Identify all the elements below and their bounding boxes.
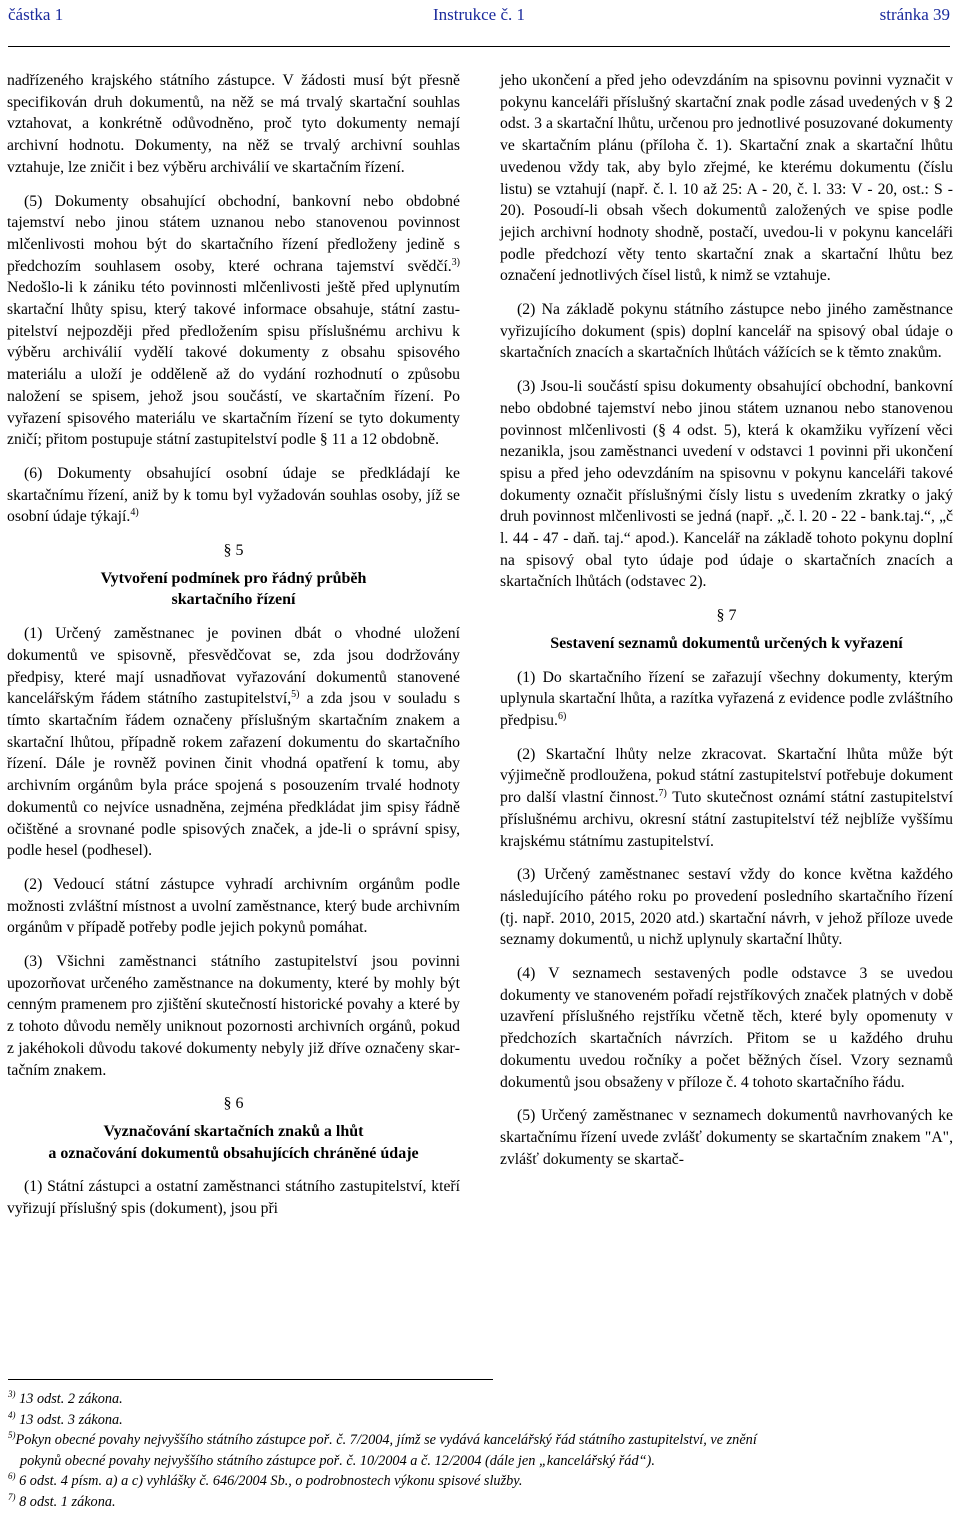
- footnotes: [8, 1389, 953, 1512]
- footnote-item: [8, 1410, 953, 1431]
- footnote-mark: 7): [8, 1491, 16, 1502]
- footnote-mark: 3): [8, 1389, 16, 1400]
- section-number-7: § 7: [716, 607, 737, 625]
- page-header: [8, 0, 950, 47]
- heading-line: Vyznačování skartačních znaků a lhůt: [103, 1122, 364, 1140]
- section-heading-5: [7, 568, 460, 611]
- footnote-ref: 3): [451, 256, 460, 268]
- paragraph-text: (6) Dokumenty obsahující osobní údaje se předkládají ke skartačnímu řízení, aniž by k tomu byl vyžadován souhlas osoby, jíž se osobní údaje týkají.: [7, 464, 460, 526]
- paragraph-6-1: (1) Státní zástupci a ostatní zaměstnanci státního zastupitelství, kteří vyřizují příslušný spis (dokument), jsou při: [7, 1178, 460, 1218]
- paragraph-7-1: [500, 667, 953, 732]
- section-number-6: § 6: [223, 1095, 244, 1113]
- header-page-number: stránka 39: [879, 5, 950, 24]
- paragraph-5-2: (2) Vedoucí státní zástupce vyhradí archivním orgánům podle možnosti zvláštní místnost a uvolní zaměstnance, který bude archivním orgánům v případě potřeby podle jejich pokynů pomáhat.: [7, 875, 460, 937]
- header-document-title: Instrukce č. 1: [432, 5, 526, 24]
- section-heading-7: Sestavení seznamů dokumentů určených k vyřazení: [550, 634, 903, 652]
- footnote-ref: 5): [291, 689, 300, 701]
- paragraph-6-2: (2) Na základě pokynu státního zástupce nebo jiného zaměstnance vyřizujícího dokument (spis) doplní kancelář na spisový obal údaje o skartačních znacích a skartačních lhůtách vážících se k těmto znakům.: [500, 301, 953, 362]
- footnote-item: [8, 1471, 953, 1492]
- footnote-item: [8, 1389, 953, 1410]
- footnote-mark: 5): [8, 1430, 16, 1441]
- paragraph-text: a zda jsou v souladu s tímto skartačním řádem označeny příslušným skartačním znakem a skartační lhůtou, případně rokem zařazení dokumentu do skartačního řízení. Dále je rovněž povinen činit vhodná opatření k tomu, aby archivním orgánům byla práce spojená s posouzením trvalé hodnoty dokumentů co nejvíce usnadněna, zejména předkládat jim spisy řádně očištěné a srovnané podle spisových značek, a jde-li o správní spisy, podle hesel (podhesel).: [7, 690, 460, 860]
- paragraph-5-3: (3) Všichni zaměstnanci státního zastupitelství jsou povinni upozorňovat určeného zaměstnance na dokumenty, které by mohly být cenným pramenem pro zjištění skutečností historické povahy a které by z tohoto důvodu neměly uniknout pozornosti archivních orgánů, pokud z jakéhokoli důvodu takové dokumenty nebyly již dříve označeny skartačním znakem.: [7, 953, 460, 1079]
- footnote-ref: 6): [557, 710, 567, 722]
- footnote-text: Pokyn obecné povahy nejvyššího státního zástupce poř. č. 7/2004, jímž se vydává kancelářský řád státního zastupitelství, ve znění: [15, 1432, 757, 1448]
- paragraph-7-4: (4) V seznamech sestavených podle odstavce 3 se uvedou dokumenty ve stanoveném pořadí rejstříkových značek platných v době uzavření příslušného rejstříku včetně těch, které byly opomenuty v předchozích skartačních návrzích. Přitom se u každého druhu dokumentu uvedou ročníky a počet běžných čísel. Vzory seznamů dokumentů jsou obsaženy v příloze č. 4 tohoto skartačního řádu.: [500, 965, 953, 1091]
- paragraph-text: (2) Skartační lhůty nelze zkracovat. Skartační lhůta může být výjimečně prodloužena, pokud státní zastupitelství potřebuje dokument pro další vlastní činnost.: [500, 745, 953, 807]
- paragraph-4-6: [7, 463, 460, 528]
- footnote-text: 13 odst. 3 zákona.: [15, 1411, 123, 1428]
- heading-line: skartačního řízení: [171, 591, 296, 609]
- heading-line: Vytvoření podmínek pro řádný průběh: [100, 569, 367, 587]
- footnote-continuation: pokynů obecné povahy nejvyššího státního zástupce poř. č. 10/2004 a č. 12/2004 (dále jen „kancelářský řád“).: [20, 1452, 655, 1469]
- paragraph-7-2: [500, 744, 953, 853]
- paragraph: jeho ukončení a před jeho odevzdáním na spisovnu povinni vyznačit v pokynu kanceláři příslušný skartační znak podle zásad uvedených v § 2 odst. 3 a skartační lhůtu, určenou pro jednotlivé posuzované dokumenty ve skartačním plánu (příloha č. 1). Skartační znak a skartační lhůtu uvedenou vždy tak, aby bylo zřejmé, ke kterému dokumentu (číslu listu) se vztahují (např. č. l. 10 až 25: A - 20, č. l. 33: V - 20, ost.: S - 20). Posoudí-li obsah všech dokumentů založených ve spise podle jejich archivní hodnoty shodně, postačí, uvedou-li v pokynu kanceláři podle předchozí věty tento skartační znak a skartační lhůtu bez označení jednotlivých čísel listů, k nimž se vztahuje.: [500, 72, 953, 285]
- paragraph-text: (1) Do skartačního řízení se zařazují všechny dokumenty, kterým uplynula skartační lhůta, a razítka vyřazená z evidence podle zvláštního předpisu.: [500, 668, 953, 729]
- paragraph-7-3: (3) Určený zaměstnanec sestaví vždy do konce května každého následujícího pátého roku po provedení posledního skartačního řízení (tj. např. 2010, 2015, 2020 atd.) skartační návrh, v jehož příloze uvede seznamy dokumentů, u nichž uplynuly skartační lhůty.: [500, 866, 953, 949]
- paragraph-5-1: [7, 623, 460, 862]
- header-part-number: částka 1: [8, 5, 64, 24]
- section-number-5: § 5: [223, 542, 244, 560]
- footnote-ref: 7): [658, 787, 667, 799]
- paragraph-text: Nedošlo-li k zániku této povinnosti mlčenlivosti ještě před uplynutím skartační lhůty spisu, který takové informace obsahuje, státní zastupitelství nejpozději před předložením spisu příslušnému archivu k výběru archiválií vydělí takové dokumenty z obsahu spisového materiálu a uloží je odděleně až do vydání rozhodnutí o způsobu naložení se spisem, jehož jsou součástí, ve skartačním řízení. Po vyřazení spisového materiálu ve skartačním řízení se tyto dokumenty zničí; přitom postupuje státní zastupitelství podle § 11 a 12 obdobně.: [7, 279, 460, 449]
- footnote-text: 13 odst. 2 zákona.: [15, 1391, 123, 1407]
- footnote-divider: [8, 1379, 493, 1380]
- paragraph-text: (1) Určený zaměstnanec je povinen dbát o vhodné uložení dokumentů ve spisovně, přesvědčovat se, zda jsou dodržovány předpisy, které mají usnadňovat vyřazování dokumentů stanovené kancelářským řádem státního zastupitelství,: [7, 625, 460, 708]
- footnote-mark: 4): [8, 1409, 16, 1420]
- footnote-text: 6 odst. 4 písm. a) a c) vyhlášky č. 646/2004 Sb., o podrobnostech výkonu spisové služby.: [15, 1473, 523, 1489]
- paragraph-text: Tuto skutečnost oznámí státní zastupitelství příslušnému archivu, okresní státní zastupitelství též nejblíže vyššímu krajskému státnímu zastupitelství.: [500, 789, 953, 850]
- paragraph-7-5: (5) Určený zaměstnanec v seznamech dokumentů navrhovaných ke skartačnímu řízení uvede zvlášť dokumenty se skartačním znakem "A", zvlášť dokumenty se skartač-: [500, 1107, 953, 1168]
- heading-line: a označování dokumentů obsahujících chráněné údaje: [48, 1144, 419, 1162]
- right-column: [500, 70, 953, 1182]
- section-heading-6: [7, 1121, 460, 1164]
- left-column: [7, 70, 460, 1232]
- paragraph-4-5: [7, 191, 460, 451]
- footnote-text: 8 odst. 1 zákona.: [15, 1493, 116, 1510]
- footnote-mark: 6): [8, 1471, 16, 1482]
- paragraph: nadřízeného krajského státního zástupce. V žádosti musí být přesně specifikován druh dokumentů, na něž se má trvalý skartační souhlas vztahovat, a konkrétně odůvodněno, proč tyto dokumenty nemají archivní hodnotu. Dokumenty, na něž se trvalý archivní souhlas vztahuje, lze zničit i bez výběru archiválií ve skartačním řízení.: [7, 72, 460, 176]
- paragraph-6-3: (3) Jsou-li součástí spisu dokumenty obsahující obchodní, bankovní nebo obdobné tajemství nebo jinou státem uznanou nebo stanovenou povinnost mlčenlivosti (§ 4 odst. 5), která k okamžiku vyřízení věci nezanikla, jsou zaměstnanci uvedení v odstavci 1 povinni při ukončení spisu a před jeho odevzdáním na spisovnu v pokynu kanceláři takové dokumenty označit příslušnými čísly listu s uvedením zkratky o jaký druh povinnost mlčenlivosti se jedná (např. „č. l. 20 - 22 - bank.taj.“, „č l. 44 - 47 - daň. taj.“ apod.). Kancelář na základě tohoto pokynu doplní na spisový obal tyto údaje pod údaje o skartačních znacích a skartačních lhůtách (odstavec 2).: [500, 378, 953, 591]
- footnote-item: [8, 1492, 953, 1513]
- footnote-ref: 4): [130, 507, 139, 519]
- footnote-item: [8, 1430, 953, 1451]
- paragraph-text: (5) Dokumenty obsahující obchodní, bankovní nebo obdobné tajemství nebo jinou státem uznanou nebo stanovenou povinnost mlčenlivosti mohou být do skartačního řízení předloženy jedině s předchozím souhlasem osoby, které ochrana tajemství svědčí.: [7, 192, 460, 275]
